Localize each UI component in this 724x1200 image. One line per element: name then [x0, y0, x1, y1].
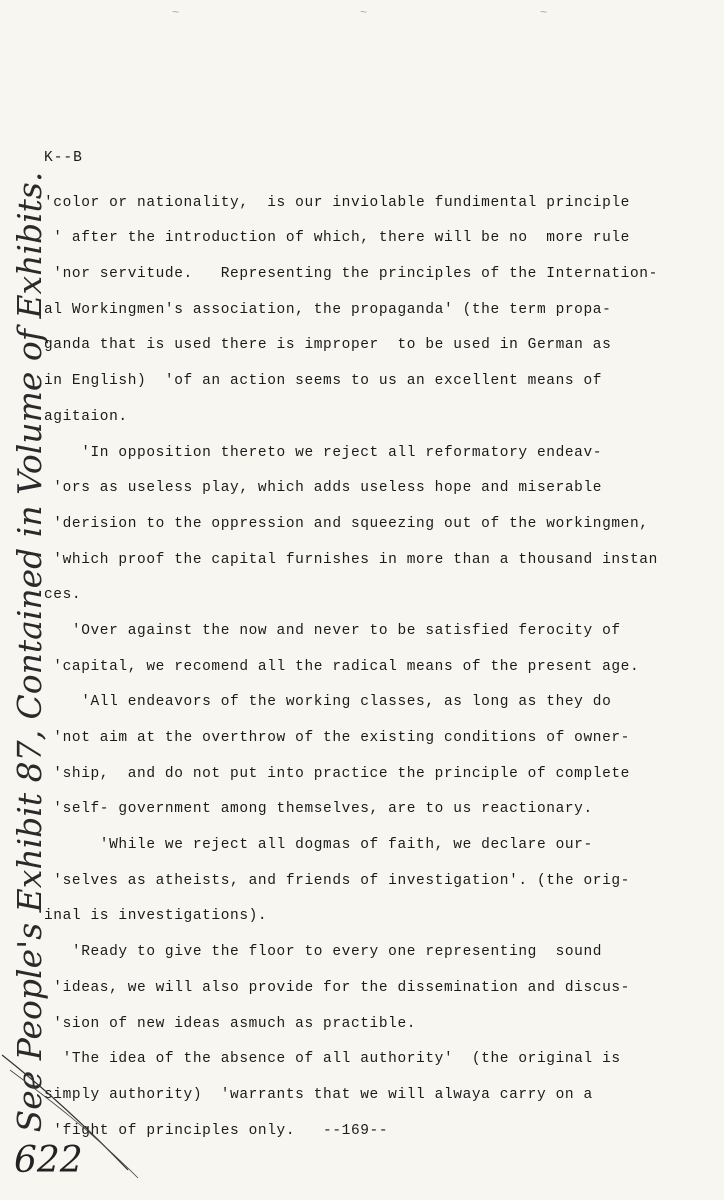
handwritten-page-number: 622 — [14, 1140, 83, 1181]
text-line: 'nor servitude. Representing the principles of the Internation- — [44, 266, 658, 283]
scan-mark: ~ — [172, 6, 180, 20]
scan-mark: ~ — [360, 6, 368, 20]
text-line: 'While we reject all dogmas of faith, we declare our- — [44, 837, 593, 854]
text-line: agitaion. — [44, 408, 128, 425]
text-line: 'fight of principles only. --169-- — [44, 1122, 389, 1139]
text-line: inal is investigations). — [44, 908, 268, 925]
text-line: 'Over against the now and never to be satisfied ferocity of — [44, 622, 621, 639]
text-line: 'color or nationality, is our inviolable fundimental principle — [44, 194, 630, 211]
text-line: 'ors as useless play, which adds useless hope and miserable — [44, 480, 603, 497]
text-line: in English) 'of an action seems to us an excellent means of — [44, 373, 603, 390]
text-line: ces. — [44, 587, 82, 604]
text-line: 'derision to the oppression and squeezing out of the workingmen, — [44, 515, 649, 532]
text-line: al Workingmen's association, the propaganda' (the term propa- — [44, 301, 612, 318]
scan-mark: ~ — [540, 6, 548, 20]
text-line: 'ideas, we will also provide for the dissemination and discus- — [44, 979, 630, 996]
handwritten-margin-note: See People's Exhibit 87, Contained in Volume of Exhibits. — [10, 171, 49, 1133]
text-line: 'ship, and do not put into practice the principle of complete — [44, 765, 630, 782]
text-line: 'capital, we recomend all the radical means of the present age. — [44, 658, 640, 675]
text-line: 'not aim at the overthrow of the existing conditions of owner- — [44, 730, 630, 746]
text-line: 'All endeavors of the working classes, as long as they do — [44, 694, 612, 711]
text-line: 'self- government among themselves, are to us reactionary. — [44, 801, 593, 818]
text-line: 'Ready to give the floor to every one representing sound — [44, 944, 603, 961]
text-line: 'which proof the capital furnishes in more than a thousand instan — [44, 551, 658, 568]
text-line: ' after the introduction of which, there will be no more rule — [44, 230, 630, 247]
text-line: 'selves as atheists, and friends of investigation'. (the orig- — [44, 872, 630, 889]
page-header-id: K--B — [44, 150, 83, 166]
text-line: 'The idea of the absence of all authority' (the original is — [44, 1051, 621, 1068]
text-line: simply authority) 'warrants that we will alwaya carry on a — [44, 1086, 593, 1103]
text-line: ganda that is used there is improper to be used in German as — [44, 337, 612, 354]
text-line: 'sion of new ideas asmuch as practible. — [44, 1015, 417, 1032]
text-line: 'In opposition thereto we reject all reformatory endeav- — [44, 444, 603, 461]
